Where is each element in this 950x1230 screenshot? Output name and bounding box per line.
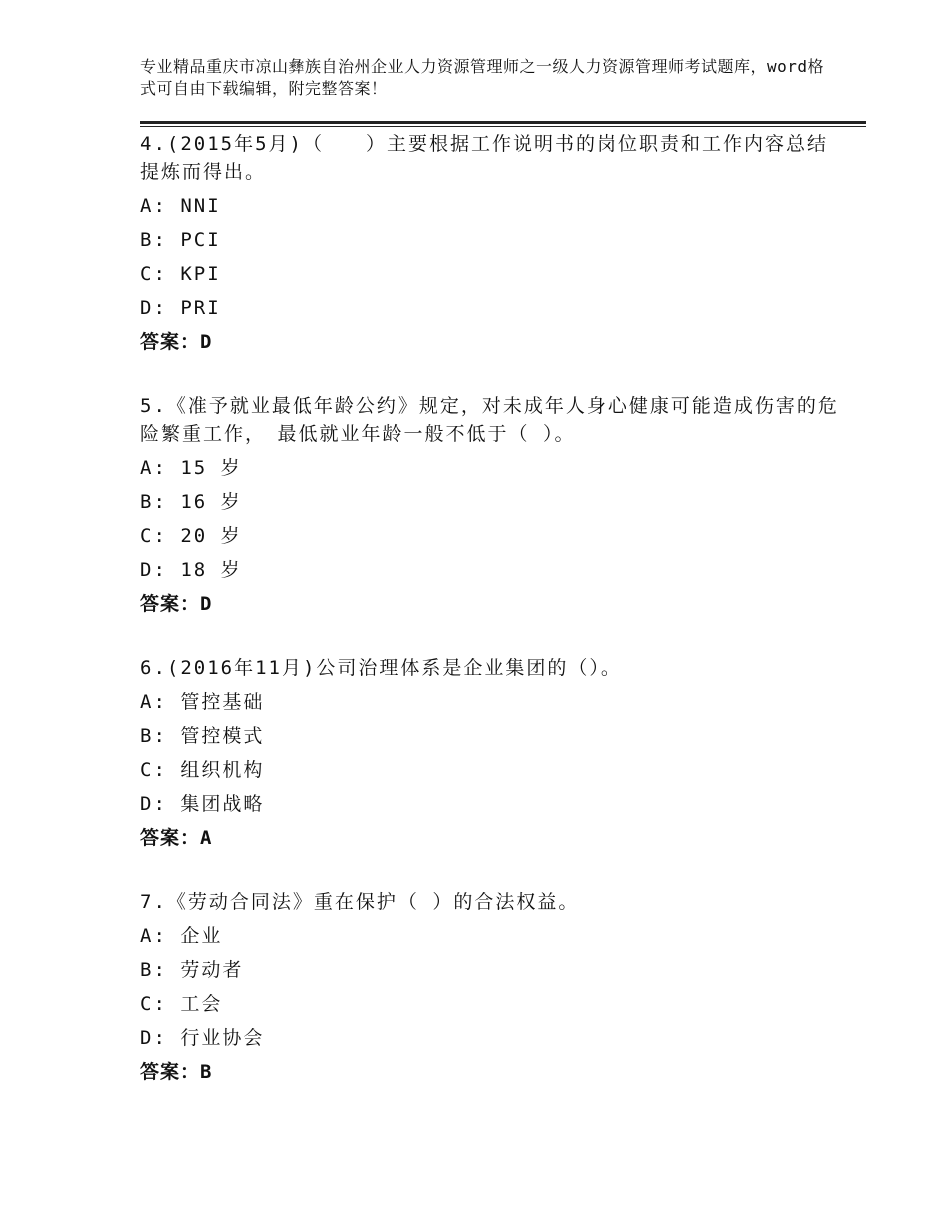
option-d: D: 集团战略: [140, 793, 265, 815]
page-header: 专业精品重庆市凉山彝族自治州企业人力资源管理师之一级人力资源管理师考试题库，word格式可自由下载编辑，附完整答案！: [140, 57, 825, 98]
question-5: [140, 392, 840, 618]
question-stem: 7.《劳动合同法》重在保护（ ）的合法权益。: [140, 891, 580, 913]
option-a: A: 企业: [140, 925, 223, 947]
answer-label: 答案：A: [140, 827, 213, 849]
option-c: C: 组织机构: [140, 759, 265, 781]
option-b: B: PCI: [140, 229, 221, 251]
question-6: [140, 654, 840, 852]
question-4: [140, 130, 840, 356]
option-a: A: NNI: [140, 195, 221, 217]
option-a: A: 15 岁: [140, 457, 242, 479]
option-d: D: PRI: [140, 297, 221, 319]
option-b: B: 管控模式: [140, 725, 265, 747]
answer-label: 答案：D: [140, 593, 213, 615]
question-7: [140, 888, 840, 1086]
option-c: C: 工会: [140, 993, 223, 1015]
answer-label: 答案：B: [140, 1061, 213, 1083]
question-list: [140, 130, 840, 1122]
option-c: C: 20 岁: [140, 525, 242, 547]
answer-label: 答案：D: [140, 331, 213, 353]
question-stem: 4.(2015年5月)（ ）主要根据工作说明书的岗位职责和工作内容总结提炼而得出。: [140, 133, 828, 183]
option-b: B: 劳动者: [140, 959, 244, 981]
option-b: B: 16 岁: [140, 491, 242, 513]
option-a: A: 管控基础: [140, 691, 265, 713]
option-c: C: KPI: [140, 263, 221, 285]
option-d: D: 18 岁: [140, 559, 242, 581]
question-stem: 5.《准予就业最低年龄公约》规定，对未成年人身心健康可能造成伤害的危险繁重工作， 最低就业年龄一般不低于（ ）。: [140, 395, 839, 445]
header-divider: [140, 121, 866, 127]
option-d: D: 行业协会: [140, 1027, 265, 1049]
question-stem: 6.(2016年11月)公司治理体系是企业集团的（）。: [140, 657, 622, 679]
